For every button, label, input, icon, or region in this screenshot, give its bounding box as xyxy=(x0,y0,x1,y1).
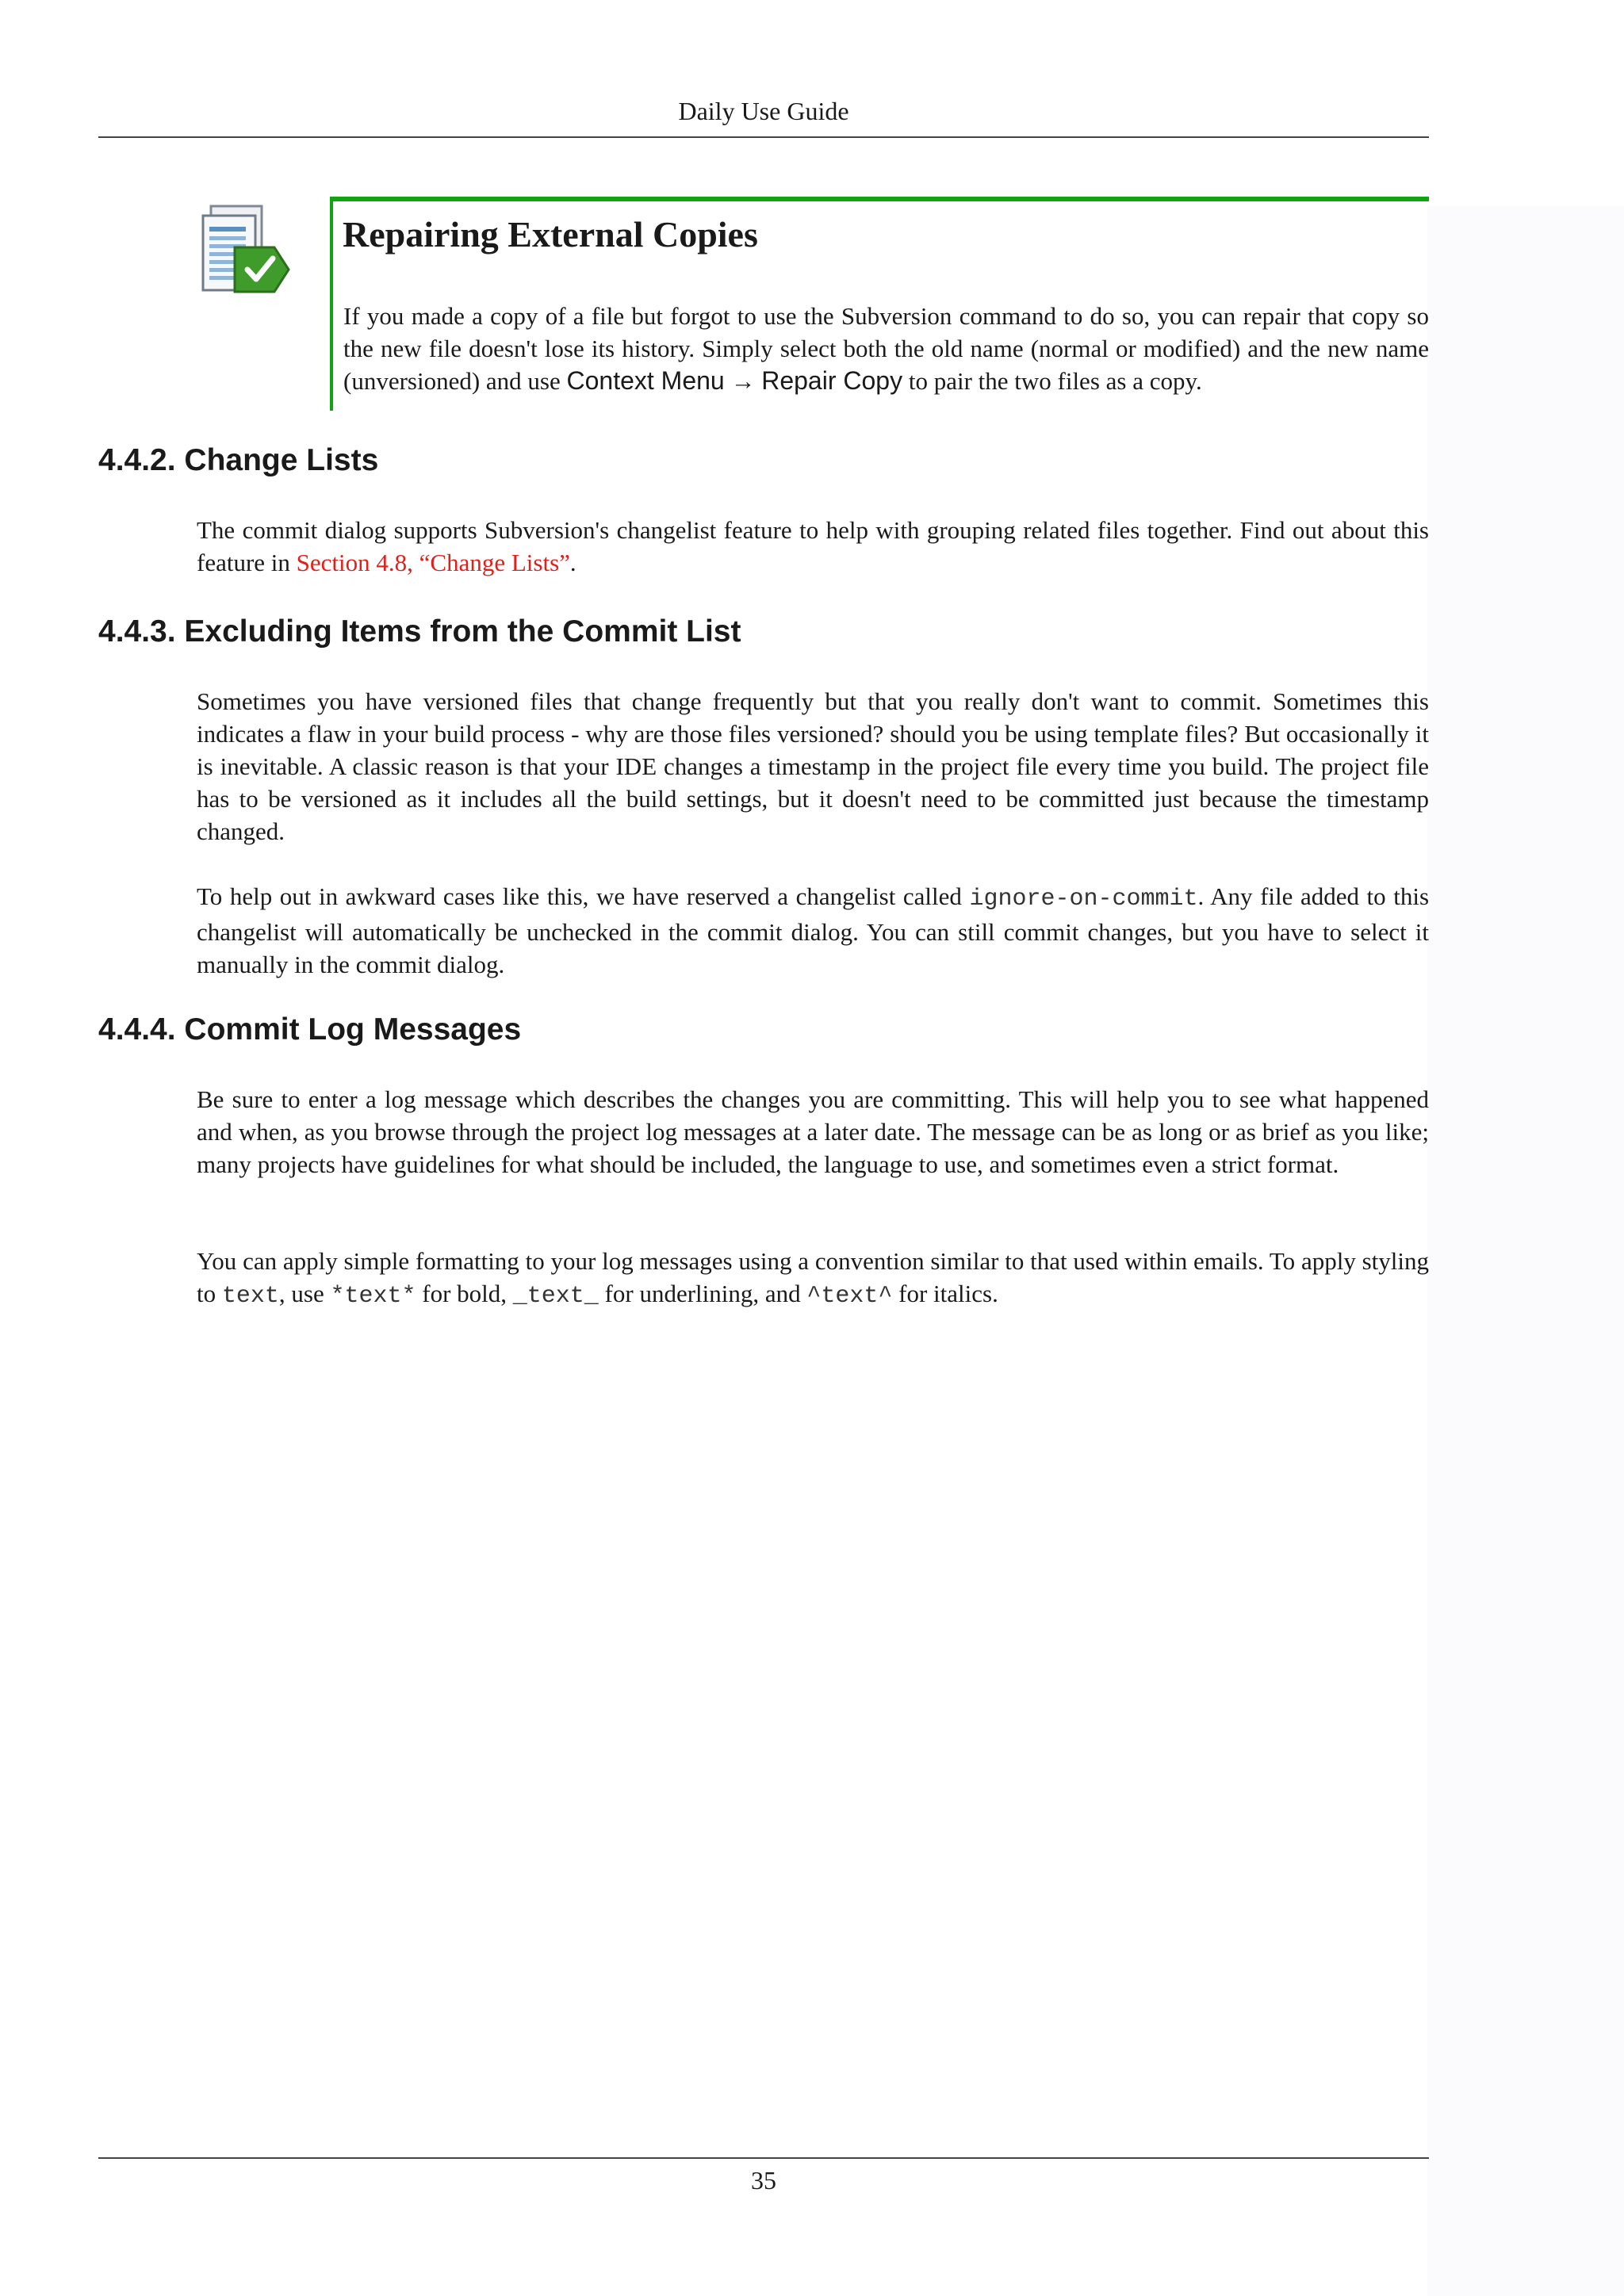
header-rule xyxy=(98,136,1429,138)
code-italic-text: ^text^ xyxy=(806,1283,893,1310)
paragraph-text-end: . xyxy=(569,549,576,576)
link-section-4-8[interactable]: Section 4.8, “Change Lists” xyxy=(296,549,570,576)
tip-text-end: to pair the two files as a copy. xyxy=(902,367,1202,395)
menu-context-menu: Context Menu xyxy=(566,366,725,395)
heading-commit-log-messages: 4.4.4. Commit Log Messages xyxy=(98,1012,522,1047)
code-text: text xyxy=(221,1283,279,1310)
page-number: 35 xyxy=(751,2166,776,2195)
running-header: Daily Use Guide xyxy=(678,97,849,125)
menu-repair-copy: Repair Copy xyxy=(761,366,903,395)
tip-paragraph xyxy=(343,300,1429,397)
menu-arrow: → xyxy=(724,367,762,395)
heading-excluding-items: 4.4.3. Excluding Items from the Commit List xyxy=(98,614,741,649)
paragraph-log-messages-2 xyxy=(197,1245,1429,1313)
paragraph-text: , use xyxy=(278,1280,331,1307)
tip-text: If you made a copy of a file but forgot to use the Subversion command to do so, you can repair that copy so the new file doesn't lose its history. Simply select both the old name (normal or modified) and the new name (unversioned) and use xyxy=(343,302,1429,395)
footer-rule xyxy=(98,2157,1429,2159)
paragraph-text: To help out in awkward cases like this, we have reserved a changelist called xyxy=(197,882,970,910)
heading-change-lists: 4.4.2. Change Lists xyxy=(98,443,379,477)
page-edge-shade xyxy=(1427,206,1624,2296)
tip-title: Repairing External Copies xyxy=(343,214,758,254)
paragraph-text-end: for italics. xyxy=(892,1280,998,1307)
tip-document-check-icon xyxy=(200,201,295,297)
code-underline-text: _text_ xyxy=(512,1283,599,1310)
paragraph-text: for underlining, and xyxy=(598,1280,807,1307)
paragraph-text: The commit dialog supports Subversion's changelist feature to help with grouping related files together. Find out about this feature in xyxy=(197,516,1429,576)
paragraph-text: You can apply simple formatting to your log messages using a convention similar to that used within emails. To apply styling to xyxy=(197,1247,1429,1307)
paragraph-text-end: . Any file added to this changelist will automatically be unchecked in the commit dialog. You can still commit changes, but you have to select it manually in the commit dialog. xyxy=(197,882,1430,978)
code-ignore-on-commit: ignore-on-commit xyxy=(969,886,1198,913)
paragraph-excluding-2 xyxy=(197,880,1429,981)
paragraph-log-messages-1: Be sure to enter a log message which describes the changes you are committing. This will help you to see what happened and when, as you browse through the project log messages at a later date. The message can be as long or as brief as you like; many projects have guidelines for what should be included, the language to use, and sometimes even a strict format. xyxy=(197,1085,1429,1178)
paragraph-excluding-1: Sometimes you have versioned files that change frequently but that you really don't want to commit. Sometimes this indicates a flaw in your build process - why are those files versioned? should you be using template files? But occasionally it is inevitable. A classic reason is that your IDE changes a timestamp in the project file every time you build. The project file has to be versioned as it includes all the build settings, but it doesn't need to be committed just because the timestamp changed. xyxy=(197,687,1429,845)
paragraph-change-lists xyxy=(197,514,1429,579)
paragraph-text: for bold, xyxy=(416,1280,513,1307)
code-bold-text: *text* xyxy=(330,1283,416,1310)
